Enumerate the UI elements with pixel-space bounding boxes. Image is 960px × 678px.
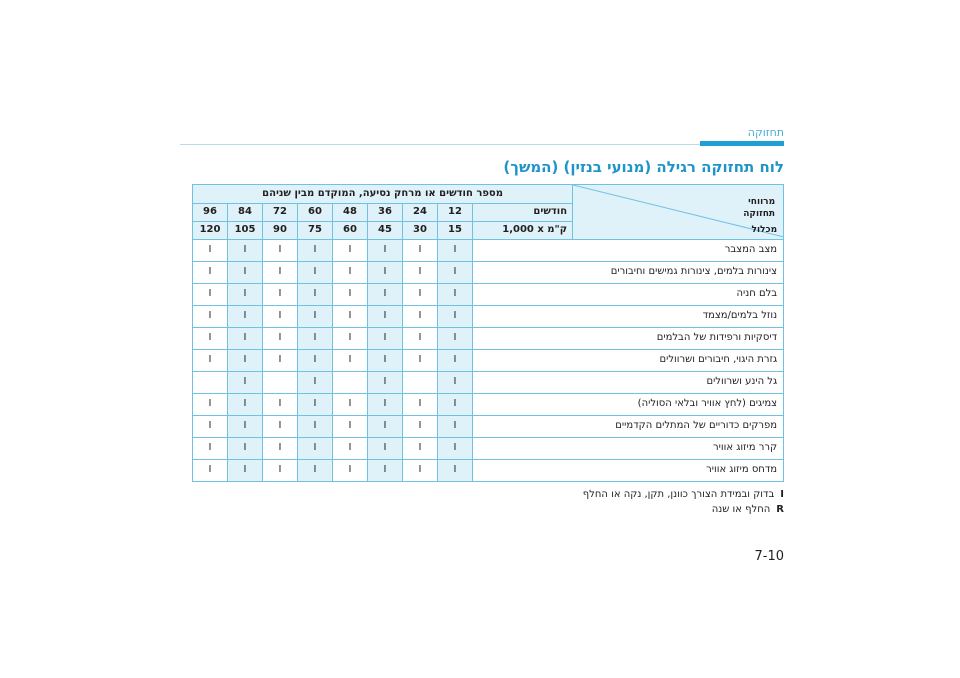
interval-mark-cell: I [298,459,333,481]
corner-maintenance-label [743,197,775,220]
interval-mark-cell: I [368,349,403,371]
interval-mark-cell: I [403,327,438,349]
distance-cell: 75 [298,221,333,239]
page-number: 7-10 [754,549,784,564]
interval-mark-cell: I [438,283,473,305]
maintenance-schedule-table [192,184,784,482]
interval-mark-cell: I [263,459,298,481]
months-cell: 12 [438,203,473,221]
interval-mark-cell: I [368,305,403,327]
footnote-key: R [776,504,784,515]
interval-mark-cell: I [193,327,228,349]
distance-cell: 90 [263,221,298,239]
interval-mark-cell: I [263,437,298,459]
table-row [193,437,784,459]
table-row [193,327,784,349]
footnote-text: בדוק ובמידת הצורך כוונן, תקן, נקה או החלף [582,489,775,500]
interval-mark-cell: I [193,305,228,327]
interval-mark-cell: I [228,283,263,305]
interval-mark-cell: I [298,393,333,415]
distance-cell: 30 [403,221,438,239]
table-row [193,239,784,261]
interval-mark-cell: I [228,327,263,349]
header-accent-bar [700,141,784,146]
corner-maintenance-line-2: תחזוקה [743,208,776,219]
item-label: מצב המצבר [473,239,784,261]
distance-cell: 105 [228,221,263,239]
corner-maintenance-line-1: מרווחי [748,197,776,207]
interval-mark-cell: I [193,437,228,459]
interval-mark-cell: I [298,327,333,349]
distance-cell: 45 [368,221,403,239]
table-row [193,393,784,415]
interval-mark-cell: I [333,261,368,283]
interval-mark-cell: I [193,261,228,283]
item-label: צינורות בלמים, צינורות גמישים וחיבורים [473,261,784,283]
months-cell: 72 [263,203,298,221]
interval-mark-cell: I [368,437,403,459]
table-row [193,459,784,481]
interval-mark-cell: I [333,393,368,415]
interval-mark-cell: I [193,393,228,415]
interval-mark-cell: I [438,305,473,327]
interval-mark-cell: I [263,415,298,437]
interval-mark-cell: I [228,393,263,415]
months-cell: 48 [333,203,368,221]
interval-mark-cell: I [298,415,333,437]
interval-mark-cell: I [228,261,263,283]
interval-mark-cell: I [298,349,333,371]
item-label: נוזל בלמים/מצמד [473,305,784,327]
footnote-key: I [780,489,784,500]
months-cell: 96 [193,203,228,221]
item-label: מדחס מיזוג אוויר [473,459,784,481]
interval-mark-cell: I [333,459,368,481]
interval-mark-cell: I [403,305,438,327]
interval-mark-cell: I [368,261,403,283]
interval-mark-cell: I [438,239,473,261]
interval-mark-cell: I [368,393,403,415]
interval-mark-cell: I [438,327,473,349]
header-rule [180,144,700,145]
interval-mark-cell: I [263,327,298,349]
interval-mark-cell: I [263,261,298,283]
interval-mark-cell: I [193,349,228,371]
interval-mark-cell [403,371,438,393]
interval-mark-cell: I [403,459,438,481]
table-row [193,261,784,283]
interval-mark-cell: I [263,283,298,305]
table-row [193,283,784,305]
corner-cell [573,185,784,240]
interval-mark-cell: I [263,305,298,327]
months-cell: 84 [228,203,263,221]
interval-mark-cell: I [263,393,298,415]
item-label: צמיגים (לחץ אוויר ובלאי הסוליה) [473,393,784,415]
interval-mark-cell: I [333,349,368,371]
interval-mark-cell: I [438,437,473,459]
item-label: קרר מיזוג אוויר [473,437,784,459]
interval-mark-cell [333,371,368,393]
interval-mark-cell: I [403,239,438,261]
section-label: תחזוקה [747,126,784,139]
interval-mark-cell: I [368,239,403,261]
table-row [193,349,784,371]
interval-mark-cell: I [228,239,263,261]
table-row [193,371,784,393]
interval-mark-cell: I [193,415,228,437]
interval-mark-cell: I [403,349,438,371]
footnote [460,489,784,500]
interval-mark-cell: I [228,459,263,481]
interval-mark-cell: I [228,371,263,393]
interval-mark-cell: I [438,393,473,415]
interval-mark-cell: I [228,415,263,437]
item-label: דיסקיות ורפידות של הבלמים [473,327,784,349]
interval-mark-cell: I [333,437,368,459]
interval-mark-cell [193,371,228,393]
interval-mark-cell: I [333,327,368,349]
interval-mark-cell: I [298,437,333,459]
interval-mark-cell: I [368,459,403,481]
interval-mark-cell: I [403,437,438,459]
interval-mark-cell: I [193,239,228,261]
interval-mark-cell: I [368,371,403,393]
distance-cell: 60 [333,221,368,239]
interval-mark-cell: I [228,437,263,459]
footnote-text: החלף או שנה [711,504,771,515]
footnotes [460,489,784,519]
months-label: חודשים [473,203,573,221]
interval-mark-cell: I [403,283,438,305]
interval-mark-cell: I [438,371,473,393]
interval-mark-cell: I [368,327,403,349]
interval-mark-cell: I [368,283,403,305]
interval-mark-cell: I [263,239,298,261]
corner-items-label: מכלול [751,224,778,235]
page-title: לוח תחזוקה רגילה (מנועי בנזין) (המשך) [503,158,784,176]
interval-mark-cell [263,371,298,393]
interval-mark-cell: I [298,283,333,305]
interval-mark-cell: I [228,349,263,371]
interval-mark-cell: I [438,415,473,437]
distance-label: 1,000 x ק"מ [473,221,573,239]
interval-mark-cell: I [263,349,298,371]
interval-mark-cell: I [438,459,473,481]
interval-mark-cell: I [298,239,333,261]
distance-cell: 120 [193,221,228,239]
months-cell: 60 [298,203,333,221]
interval-mark-cell: I [333,305,368,327]
item-label: גל הינע ושרוולים [473,371,784,393]
interval-mark-cell: I [368,415,403,437]
interval-mark-cell: I [298,305,333,327]
interval-mark-cell: I [403,261,438,283]
interval-mark-cell: I [193,459,228,481]
distance-cell: 15 [438,221,473,239]
item-label: גזרת היגוי, חיבורים ושרוולים [473,349,784,371]
interval-mark-cell: I [403,393,438,415]
interval-mark-cell: I [438,349,473,371]
interval-mark-cell: I [298,371,333,393]
months-cell: 24 [403,203,438,221]
footnote [460,504,784,515]
interval-mark-cell: I [193,283,228,305]
table-row [193,415,784,437]
interval-mark-cell: I [438,261,473,283]
interval-mark-cell: I [333,415,368,437]
months-cell: 36 [368,203,403,221]
header-interval-text: מספר חודשים או מרחק נסיעה, המוקדם מבין שניהם [193,185,573,204]
interval-mark-cell: I [403,415,438,437]
table-row [193,305,784,327]
item-label: מפרקים כדוריים של המתלים הקדמיים [473,415,784,437]
interval-mark-cell: I [333,239,368,261]
interval-mark-cell: I [333,283,368,305]
item-label: בלם חניה [473,283,784,305]
interval-mark-cell: I [298,261,333,283]
interval-mark-cell: I [228,305,263,327]
